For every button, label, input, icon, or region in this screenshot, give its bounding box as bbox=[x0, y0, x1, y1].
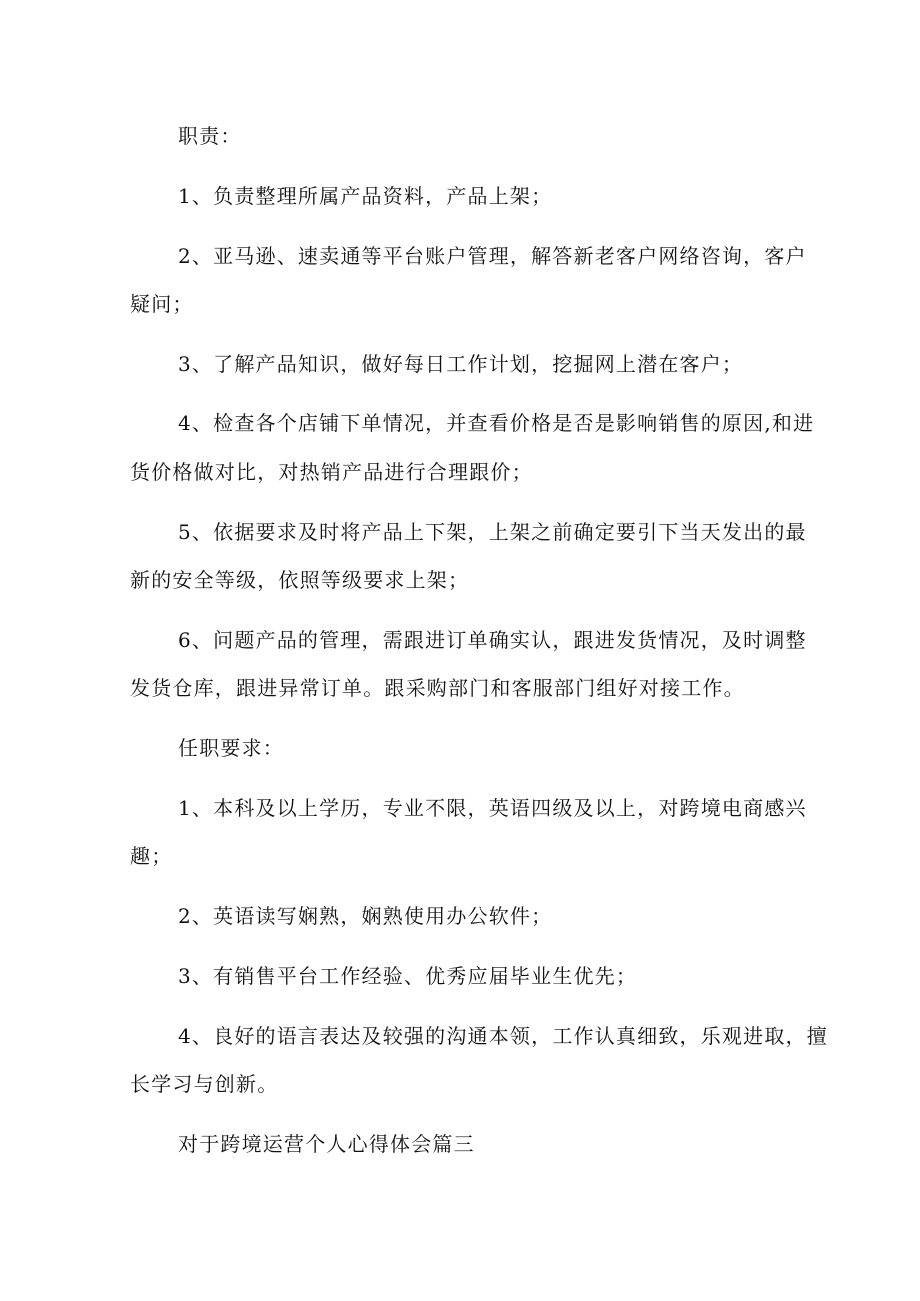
duty-item-5-line-2: 新的安全等级，依照等级要求上架； bbox=[130, 568, 470, 592]
req-item-3: 3、有销售平台工作经验、优秀应届毕业生优先； bbox=[178, 964, 638, 988]
section-title: 对于跨境运营个人心得体会篇三 bbox=[178, 1132, 475, 1156]
req-item-4-line-1: 4、良好的语言表达及较强的沟通本领，工作认真细致，乐观进取，擅 bbox=[178, 1024, 828, 1048]
req-item-1-line-1: 1、本科及以上学历，专业不限，英语四级及以上，对跨境电商感兴 bbox=[178, 796, 807, 820]
req-item-1-line-2: 趣； bbox=[130, 844, 173, 868]
duties-heading: 职责： bbox=[178, 124, 242, 148]
duty-item-3: 3、了解产品知识，做好每日工作计划，挖掘网上潜在客户； bbox=[178, 352, 744, 376]
duty-item-1: 1、负责整理所属产品资料，产品上架； bbox=[178, 184, 553, 208]
requirements-heading: 任职要求： bbox=[178, 736, 284, 760]
duty-item-6-line-1: 6、问题产品的管理，需跟进订单确实认，跟进发货情况，及时调整 bbox=[178, 628, 807, 652]
req-item-4-line-2: 长学习与创新。 bbox=[130, 1072, 279, 1096]
req-item-2: 2、英语读写娴熟，娴熟使用办公软件； bbox=[178, 904, 553, 928]
duty-item-4-line-1: 4、检查各个店铺下单情况，并查看价格是否是影响销售的原因,和进 bbox=[178, 411, 815, 435]
duty-item-2-line-1: 2、亚马逊、速卖通等平台账户管理，解答新老客户网络咨询，客户 bbox=[178, 244, 807, 268]
duty-item-2-line-2: 疑问； bbox=[130, 292, 194, 316]
duty-item-6-line-2: 发货仓库，跟进异常订单。跟采购部门和客服部门组好对接工作。 bbox=[130, 676, 745, 700]
duty-item-5-line-1: 5、依据要求及时将产品上下架，上架之前确定要引下当天发出的最 bbox=[178, 520, 807, 544]
duty-item-4-line-2: 货价格做对比，对热销产品进行合理跟价； bbox=[130, 460, 533, 484]
